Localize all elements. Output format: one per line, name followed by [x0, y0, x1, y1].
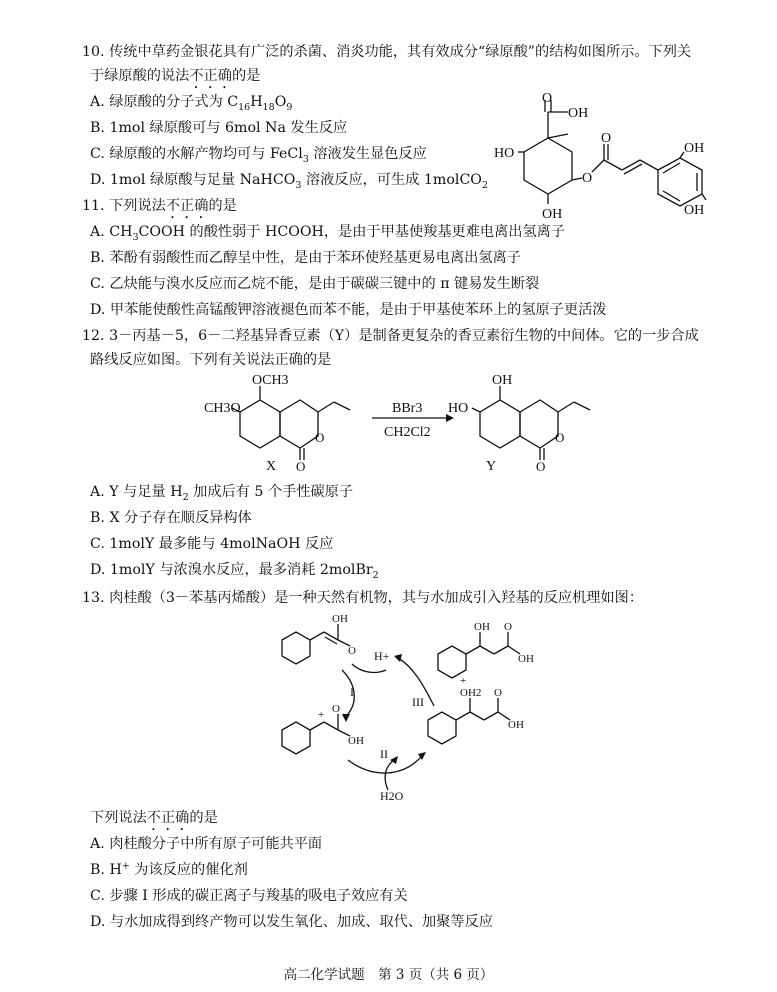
atom-label: O	[582, 171, 593, 186]
step-label: I	[350, 685, 354, 699]
q12-option-b: B. X 分子存在顺反异构体	[90, 510, 252, 526]
q10-option-b: B. 1mol 绿原酸可与 6mol Na 发生反应	[90, 120, 348, 136]
q13-emphasis: 确	[175, 810, 190, 826]
q11-option-d: D. 甲苯能使酸性高锰酸钾溶液褪色而苯不能，是由于甲基使苯环上的氢原子更活泼	[90, 302, 607, 318]
q10-emphasis: 不	[189, 68, 204, 84]
atom-label: O	[504, 621, 512, 633]
q10-emphasis: 确	[217, 68, 232, 84]
q10-stem-text: 于绿原酸的说法	[90, 68, 190, 84]
atom-label: O	[555, 430, 565, 445]
q12-stem-line1: 12. 3－丙基－5，6－二羟基异香豆素（Y）是制备更复杂的香豆素衍生物的中间体。它的一步合成	[82, 328, 699, 344]
atom-label: O	[296, 459, 306, 474]
q13-option-d: D. 与水加成得到终产物可以发生氧化、加成、取代、加聚等反应	[90, 914, 493, 930]
q13-stem: 13. 肉桂酸（3－苯基丙烯酸）是一种天然有机物，其与水加成引入羟基的反应机理如图：	[82, 590, 644, 606]
q11-emphasis: 正	[180, 198, 195, 214]
atom-label: O	[348, 645, 356, 657]
q13-option-b: B. H+ 为该反应的催化剂	[90, 860, 248, 878]
q10-option-d: D. 1mol 绿原酸与足量 NaHCO$_3$ 溶液反应，可生成 1molCO$_2$	[90, 172, 488, 191]
reagent-label: BBr3	[392, 401, 423, 416]
q13-emphasis: 不	[146, 810, 161, 826]
q12-reaction-scheme	[200, 370, 600, 474]
atom-label: OH	[508, 719, 524, 731]
compound-label-y: Y	[486, 459, 497, 474]
q10-stem-line2	[90, 66, 260, 92]
atom-label: OH	[568, 106, 589, 121]
atom-label: OCH3	[252, 373, 289, 388]
atom-label: O	[601, 131, 612, 146]
atom-label: O	[536, 459, 546, 474]
q13-option-c: C. 步骤 Ⅰ 形成的碳正离子与羧基的吸电子效应有关	[90, 888, 408, 904]
q11-emphasis: 确	[194, 198, 209, 214]
q10-option-c: C. 绿原酸的水解产物均可与 FeCl$_3$ 溶液发生显色反应	[90, 146, 427, 165]
atom-label: OH	[684, 203, 705, 218]
q11-emphasis: 不	[165, 198, 181, 214]
step-label: II	[380, 747, 388, 761]
q11-option-a: A. $CH_3COOH$ 的酸性弱于 HCOOH，是由于甲基使羧基更难电离出氢离子	[90, 224, 566, 243]
q12-stem-line2: 路线反应如图。下列有关说法正确的是	[90, 352, 332, 368]
q13-emphasis: 正	[160, 810, 176, 826]
atom-label: OH2	[460, 687, 482, 699]
atom-label: OH	[518, 653, 534, 665]
q13-ask: 下列说法不正确的是	[90, 810, 218, 826]
proton-label: H+	[374, 649, 390, 663]
atom-label: O	[332, 703, 340, 715]
atom-label: O	[494, 687, 502, 699]
atom-label: OH	[474, 621, 490, 633]
step-label: III	[412, 695, 424, 709]
compound-label-x: X	[266, 459, 277, 474]
q11-option-c: C. 乙炔能与溴水反应而乙烷不能，是由于碳碳三键中的 π 键易发生断裂	[90, 276, 540, 292]
q11-option-b: B. 苯酚有弱酸性而乙醇呈中性，是由于苯环使羟基更易电离出氢离子	[90, 250, 521, 266]
atom-label: HO	[494, 146, 515, 161]
atom-label: OH	[492, 373, 513, 388]
atom-label: OH	[542, 207, 563, 220]
q13-mechanism-cycle	[262, 610, 552, 802]
page-footer: 高二化学试题 第 3 页（共 6 页）	[283, 967, 494, 983]
charge-label: +	[460, 675, 467, 687]
atom-label: O	[542, 91, 553, 106]
atom-label: OH	[348, 735, 364, 747]
atom-label: OH	[332, 613, 348, 625]
q10-stem-text: 的是	[231, 68, 261, 84]
q10-emphasis: 正	[203, 68, 218, 84]
solvent-label: CH2Cl2	[384, 425, 431, 440]
atom-label: O	[315, 430, 325, 445]
q12-option-d: D. 1molY 与浓溴水反应，最多消耗 2molBr$_2$	[90, 562, 379, 581]
atom-label: HO	[448, 401, 469, 416]
charge-label: +	[318, 709, 325, 721]
q10-option-a: A. 绿原酸的分子式为 $C_{16}H_{18}O_9$	[90, 94, 293, 113]
q11-stem: 11. 下列说法不正确的是	[82, 198, 237, 214]
atom-label: CH3O	[204, 401, 241, 416]
atom-label: OH	[684, 141, 705, 156]
water-label: H2O	[380, 789, 404, 802]
q12-option-a: A. Y 与足量 $H_2$ 加成后有 5 个手性碳原子	[90, 484, 354, 503]
q13-option-a: A. 肉桂酸分子中所有原子可能共平面	[90, 836, 323, 852]
q12-option-c: C. 1molY 最多能与 4molNaOH 反应	[90, 536, 334, 552]
chlorogenic-acid-structure	[488, 90, 724, 220]
q10-stem-line1: 10. 传统中草药金银花具有广泛的杀菌、消炎功能，其有效成分“绿原酸”的结构如图所示。下列关	[82, 44, 692, 60]
